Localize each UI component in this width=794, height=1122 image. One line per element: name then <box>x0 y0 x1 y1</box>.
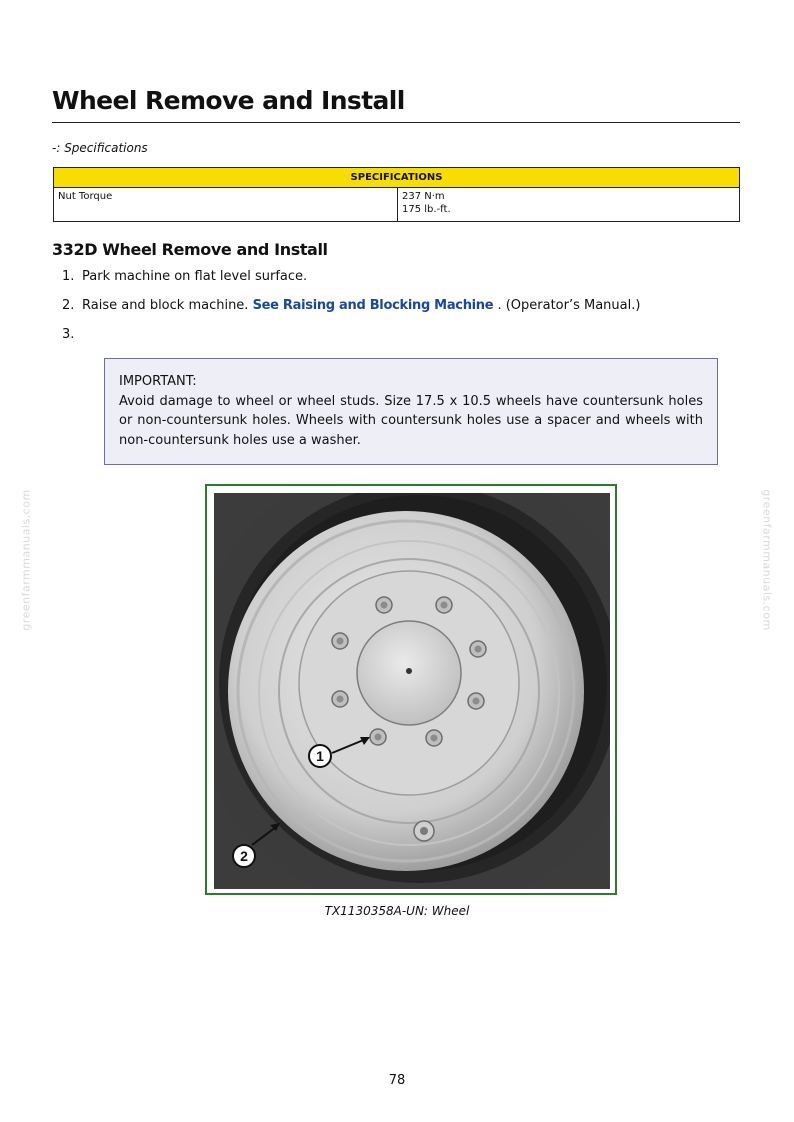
figure-caption: TX1130358A-UN: Wheel <box>324 904 470 918</box>
page-number: 78 <box>388 1073 406 1088</box>
step-text: Park machine on flat level surface. <box>82 269 308 284</box>
list-item <box>62 298 640 313</box>
step-number: 2. <box>62 298 75 313</box>
step-number: 3. <box>62 327 75 342</box>
spec-value <box>398 188 740 222</box>
page-title: Wheel Remove and Install <box>52 86 405 115</box>
wheel-illustration <box>214 493 610 889</box>
list-item <box>62 269 307 284</box>
callout-1-label: 1 <box>316 748 324 764</box>
step-number: 1. <box>62 269 75 284</box>
table-header: SPECIFICATIONS <box>54 168 740 188</box>
valve-stem-icon <box>414 821 434 841</box>
step-text: Raise and block machine. <box>82 298 249 313</box>
spec-item: Nut Torque <box>54 188 398 222</box>
note-title: IMPORTANT: <box>119 374 197 389</box>
table-row <box>54 188 740 222</box>
specifications-note: -: Specifications <box>52 141 148 155</box>
specifications-table <box>53 167 740 222</box>
spec-value-metric: 237 N·m <box>402 191 445 202</box>
raising-blocking-link[interactable]: See Raising and Blocking Machine <box>252 298 494 313</box>
table-header-row <box>54 168 740 188</box>
spec-value-imperial: 175 lb.-ft. <box>402 204 451 215</box>
wheel-figure <box>205 484 617 895</box>
note-body: Avoid damage to wheel or wheel studs. Size 17.5 x 10.5 wheels have countersunk holes or non-countersunk holes. Wheels with countersunk holes use a spacer and wheels with non-countersunk holes use a washer. <box>119 393 703 448</box>
important-note <box>104 358 718 465</box>
step-text-after: . (Operator’s Manual.) <box>497 298 641 313</box>
title-divider <box>52 122 740 123</box>
callout-2-label: 2 <box>240 848 248 864</box>
section-heading: 332D Wheel Remove and Install <box>52 240 328 259</box>
watermark-right: greenfarmmanuals.com <box>760 489 774 631</box>
watermark-left: greenfarmmanuals.com <box>19 489 33 631</box>
list-item <box>62 327 82 342</box>
